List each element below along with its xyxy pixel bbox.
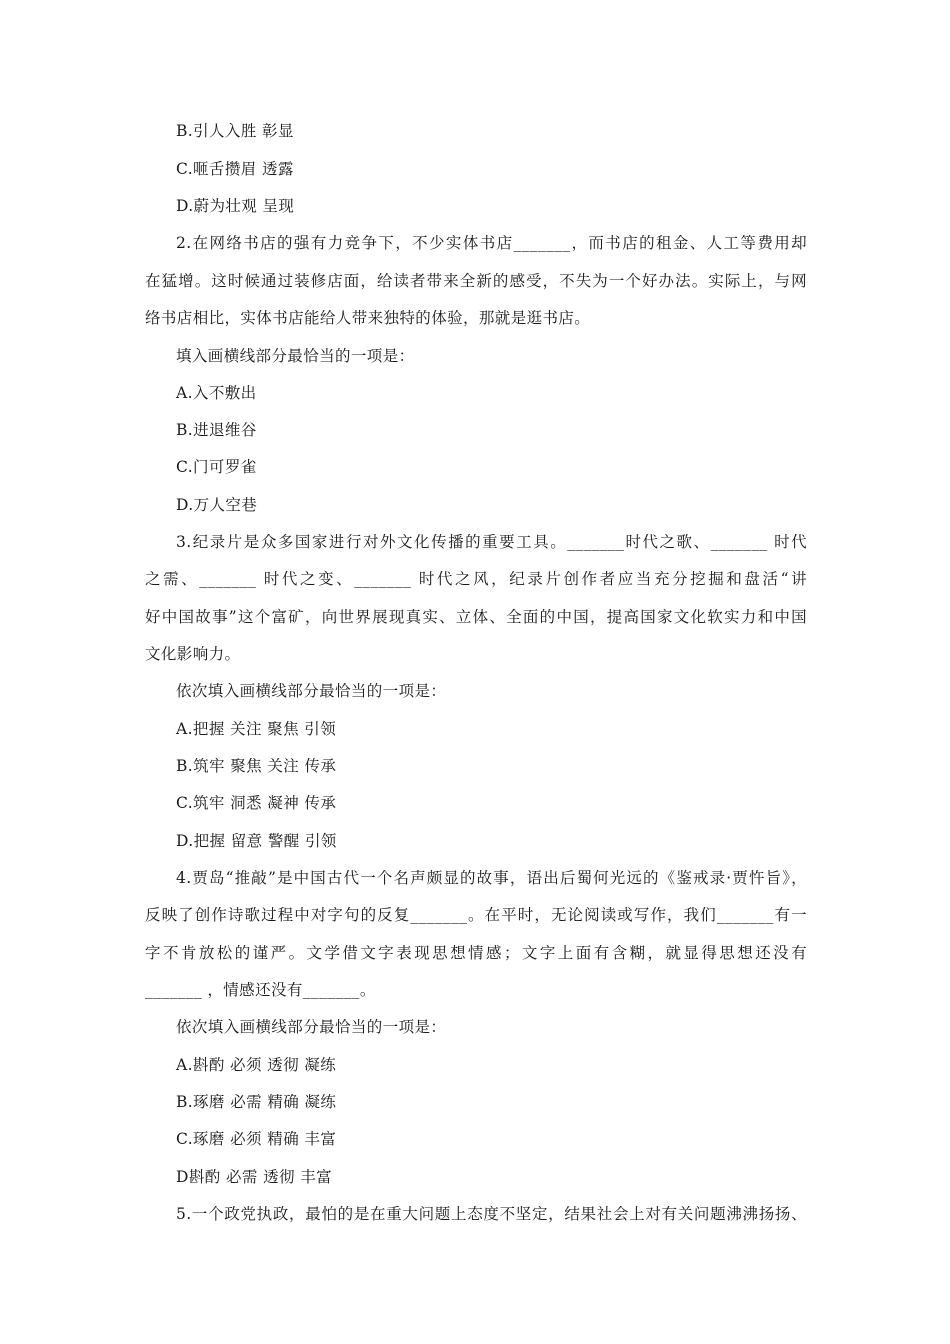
- q2-option-a: A.入不敷出: [176, 384, 257, 402]
- q1-option-b: B.引人入胜 彰显: [176, 122, 294, 140]
- q4-prompt: 依次填入画横线部分最恰当的一项是：: [176, 1018, 447, 1036]
- q4-option-c: C.琢磨 必须 精确 丰富: [176, 1130, 337, 1148]
- q2-stem-line-3: 络书店相比，实体书店能给人带来独特的体验，那就是逛书店。: [145, 309, 591, 327]
- q3-option-a: A.把握 关注 聚焦 引领: [176, 720, 337, 738]
- q4-option-d: D斟酌 必需 透彻 丰富: [176, 1168, 333, 1186]
- q1-option-d: D.蔚为壮观 呈现: [176, 197, 295, 215]
- q3-prompt: 依次填入画横线部分最恰当的一项是：: [176, 682, 447, 700]
- q4-stem-line-4: _______ ，情感还没有_______。: [145, 981, 376, 999]
- q3-stem-line-4: 文化影响力。: [145, 645, 241, 663]
- q2-stem-line-1: 2.在网络书店的强有力竞争下，不少实体书店_______，而书店的租金、人工等费用却: [176, 234, 807, 252]
- q3-stem-line-3: 好中国故事”这个富矿，向世界展现真实、立体、全面的中国，提高国家文化软实力和中国: [145, 608, 807, 626]
- q4-stem-line-2: 反映了创作诗歌过程中对字句的反复_______。在平时，无论阅读或写作，我们_______有一: [145, 906, 807, 924]
- q2-stem-line-2: 在猛增。这时候通过装修店面，给读者带来全新的感受，不失为一个好办法。实际上，与网: [145, 272, 807, 290]
- q3-stem-line-2: 之需、_______ 时代之变、_______ 时代之风，纪录片创作者应当充分挖掘和盘活“讲: [145, 570, 807, 588]
- q2-option-c: C.门可罗雀: [176, 458, 257, 476]
- q1-option-c: C.咂舌攒眉 透露: [176, 160, 294, 178]
- q3-option-d: D.把握 留意 警醒 引领: [176, 832, 337, 850]
- q2-prompt: 填入画横线部分最恰当的一项是：: [176, 347, 415, 365]
- q3-option-b: B.筑牢 聚焦 关注 传承: [176, 757, 337, 775]
- q4-option-a: A.斟酌 必须 透彻 凝练: [176, 1056, 337, 1074]
- q4-stem-line-3: 字不肯放松的谨严。文学借文字表现思想情感；文字上面有含糊，就显得思想还没有: [145, 944, 807, 962]
- q2-option-d: D.万人空巷: [176, 496, 258, 514]
- q3-stem-line-1: 3.纪录片是众多国家进行对外文化传播的重要工具。_______时代之歌、_______ 时代: [176, 533, 807, 551]
- q4-stem-line-1: 4.贾岛“推敲”是中国古代一个名声颇显的故事，语出后蜀何光远的《鉴戒录·贾忤旨》，: [176, 869, 807, 887]
- q5-stem-line-1: 5.一个政党执政，最怕的是在重大问题上态度不坚定，结果社会上对有关问题沸沸扬扬、: [176, 1205, 807, 1223]
- q2-option-b: B.进退维谷: [176, 421, 257, 439]
- q3-option-c: C.筑牢 洞悉 凝神 传承: [176, 794, 337, 812]
- q4-option-b: B.琢磨 必需 精确 凝练: [176, 1093, 337, 1111]
